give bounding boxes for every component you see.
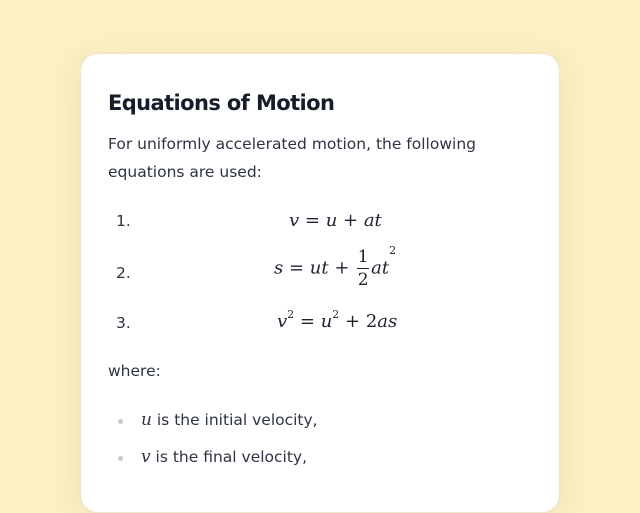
equation-number: 3. (116, 314, 131, 332)
definition-text: is the final velocity, (150, 448, 308, 466)
bullet-dot-icon (118, 456, 123, 461)
equation-number: 1. (116, 212, 131, 230)
equation-math: v = u + at (289, 210, 382, 231)
equation-row-2 (81, 244, 561, 290)
where-label: where: (108, 362, 161, 380)
fraction-one-half: $\frac{1}{2}$ (357, 247, 369, 290)
equation-row-1 (81, 202, 561, 242)
equation-math: s = ut + $\frac{1}{2}$ $at^2$ (274, 244, 397, 290)
equation-number: 2. (116, 264, 131, 282)
card-title: Equations of Motion (108, 91, 335, 115)
intro-paragraph: For uniformly accelerated motion, the following equations are used: (108, 135, 476, 181)
content-card (80, 53, 560, 513)
definition-symbol: u (141, 410, 152, 430)
definition-text: is the initial velocity, (151, 411, 318, 429)
bullet-dot-icon (118, 419, 123, 424)
equation-row-3 (81, 309, 561, 349)
equation-math: $v^2 = u^2 + 2as$ (277, 308, 398, 332)
definition-symbol: v (141, 447, 151, 467)
